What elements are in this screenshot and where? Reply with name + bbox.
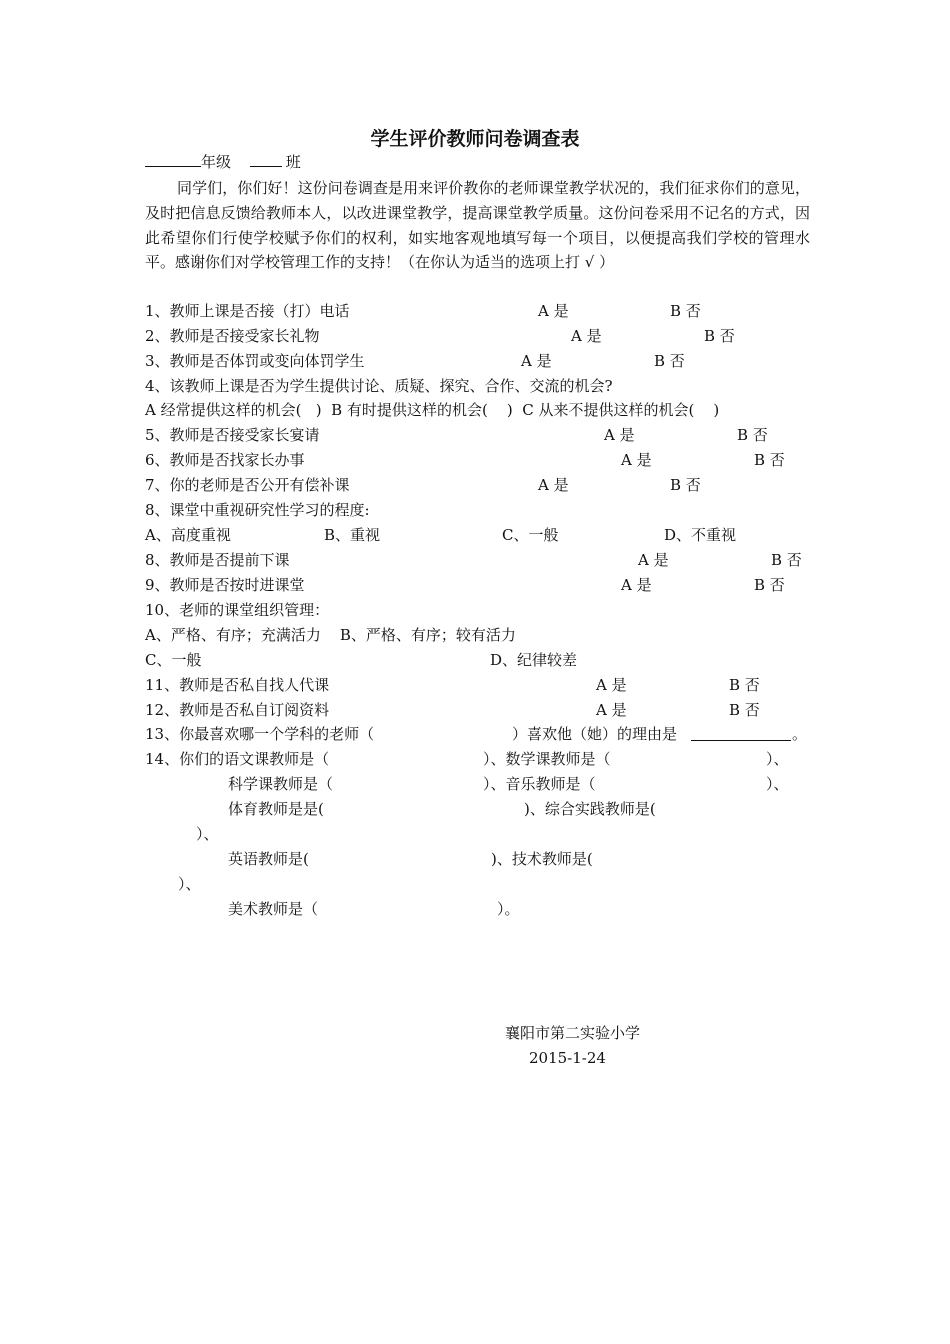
- q14-chinese-teacher[interactable]: 14、你们的语文课教师是（: [145, 750, 330, 768]
- q8-option-a[interactable]: A、高度重视: [145, 526, 231, 544]
- q10-option-c[interactable]: C、一般: [145, 651, 202, 669]
- q1-option-a[interactable]: A 是: [538, 302, 569, 320]
- q10-options-ab[interactable]: A、严格、有序；充满活力 B、严格、有序；较有活力: [145, 626, 516, 644]
- question-11: 11、教师是否私自找人代课: [145, 676, 330, 694]
- q14-practice-end: ）、: [196, 825, 219, 843]
- grade-label: 年级: [201, 153, 232, 171]
- q8-option-b[interactable]: B、重视: [324, 526, 381, 544]
- q14-science-teacher[interactable]: 科学课教师是（: [228, 775, 334, 793]
- question-12: 12、教师是否私自订阅资料: [145, 701, 330, 719]
- q12-option-a[interactable]: A 是: [596, 701, 627, 719]
- q14-tech-end: ）、: [178, 875, 201, 893]
- q14-math-end: ）、: [766, 750, 789, 768]
- q9-option-b[interactable]: B 否: [754, 576, 785, 594]
- q8b-option-b[interactable]: B 否: [771, 551, 802, 569]
- grade-class-line: [145, 152, 301, 172]
- q14-music-end: ）、: [766, 775, 789, 793]
- q11-option-b[interactable]: B 否: [729, 676, 760, 694]
- q5-option-a[interactable]: A 是: [604, 426, 635, 444]
- question-13: 13、你最喜欢哪一个学科的老师（: [145, 725, 375, 743]
- intro-paragraph: 同学们，你们好！这份问卷调查是用来评价教你的老师课堂教学状况的，我们征求你们的意见，及时把信息反馈给教师本人，以改进课堂教学，提高课堂教学质量。这份问卷采用不记名的方式，因此希望你们行使学校赋予你们的权利，如实地客观地填写每一个项目，以便提高我们学校的管理水平。感谢你们对学校管理工作的支持！（在你认为适当的选项上打 √ ）: [145, 179, 810, 272]
- question-5: 5、教师是否接受家长宴请: [145, 426, 320, 444]
- class-label: 班: [285, 153, 301, 171]
- q8-option-d[interactable]: D、不重视: [664, 526, 737, 544]
- q11-option-a[interactable]: A 是: [596, 676, 627, 694]
- q4-options[interactable]: A 经常提供这样的机会( ) B 有时提供这样的机会( ) C 从来不提供这样的机会( ): [145, 401, 720, 419]
- document-date: 2015-1-24: [529, 1049, 606, 1067]
- question-10: 10、老师的课堂组织管理：: [145, 601, 330, 619]
- q10-option-d[interactable]: D、纪律较差: [490, 651, 578, 669]
- question-8-early: 8、教师是否提前下课: [145, 551, 290, 569]
- q14-pe-teacher[interactable]: 体育教师是是(: [228, 800, 324, 818]
- q14-music-teacher[interactable]: ）、音乐教师是（: [483, 775, 596, 793]
- school-name: 襄阳市第二实验小学: [505, 1024, 641, 1042]
- q3-option-b[interactable]: B 否: [654, 352, 685, 370]
- class-blank[interactable]: [250, 152, 282, 167]
- question-8-research: 8、课堂中重视研究性学习的程度:: [145, 501, 370, 519]
- q8b-option-a[interactable]: A 是: [638, 551, 669, 569]
- question-4: 4、该教师上课是否为学生提供讨论、质疑、探究、合作、交流的机会?: [145, 377, 613, 395]
- q5-option-b[interactable]: B 否: [737, 426, 768, 444]
- q8-option-c[interactable]: C、一般: [502, 526, 559, 544]
- q14-math-teacher[interactable]: ）、数学课教师是（: [483, 750, 611, 768]
- q2-option-a[interactable]: A 是: [571, 327, 602, 345]
- q14-art-teacher[interactable]: 美术教师是（: [228, 900, 319, 918]
- page-title: 学生评价教师问卷调查表: [370, 128, 580, 150]
- q1-option-b[interactable]: B 否: [670, 302, 701, 320]
- question-1: 1、教师上课是否接（打）电话: [145, 302, 350, 320]
- q14-art-end: ）。: [497, 900, 520, 918]
- q13-reason-blank[interactable]: [691, 726, 791, 741]
- q6-option-b[interactable]: B 否: [754, 451, 785, 469]
- q13-reason-label: ）喜欢他（她）的理由是: [512, 725, 678, 743]
- q2-option-b[interactable]: B 否: [704, 327, 735, 345]
- question-6: 6、教师是否找家长办事: [145, 451, 305, 469]
- q7-option-b[interactable]: B 否: [670, 476, 701, 494]
- q14-practice-teacher[interactable]: )、综合实践教师是(: [524, 800, 656, 818]
- question-9: 9、教师是否按时进课堂: [145, 576, 305, 594]
- q9-option-a[interactable]: A 是: [621, 576, 652, 594]
- q13-end: 。: [792, 725, 808, 743]
- q12-option-b[interactable]: B 否: [729, 701, 760, 719]
- q7-option-a[interactable]: A 是: [538, 476, 569, 494]
- q14-tech-teacher[interactable]: )、技术教师是(: [491, 850, 593, 868]
- question-2: 2、教师是否接受家长礼物: [145, 327, 320, 345]
- q6-option-a[interactable]: A 是: [621, 451, 652, 469]
- question-7: 7、你的老师是否公开有偿补课: [145, 476, 350, 494]
- grade-blank[interactable]: [145, 152, 201, 167]
- q3-option-a[interactable]: A 是: [521, 352, 552, 370]
- question-3: 3、教师是否体罚或变向体罚学生: [145, 352, 365, 370]
- q14-english-teacher[interactable]: 英语教师是(: [228, 850, 309, 868]
